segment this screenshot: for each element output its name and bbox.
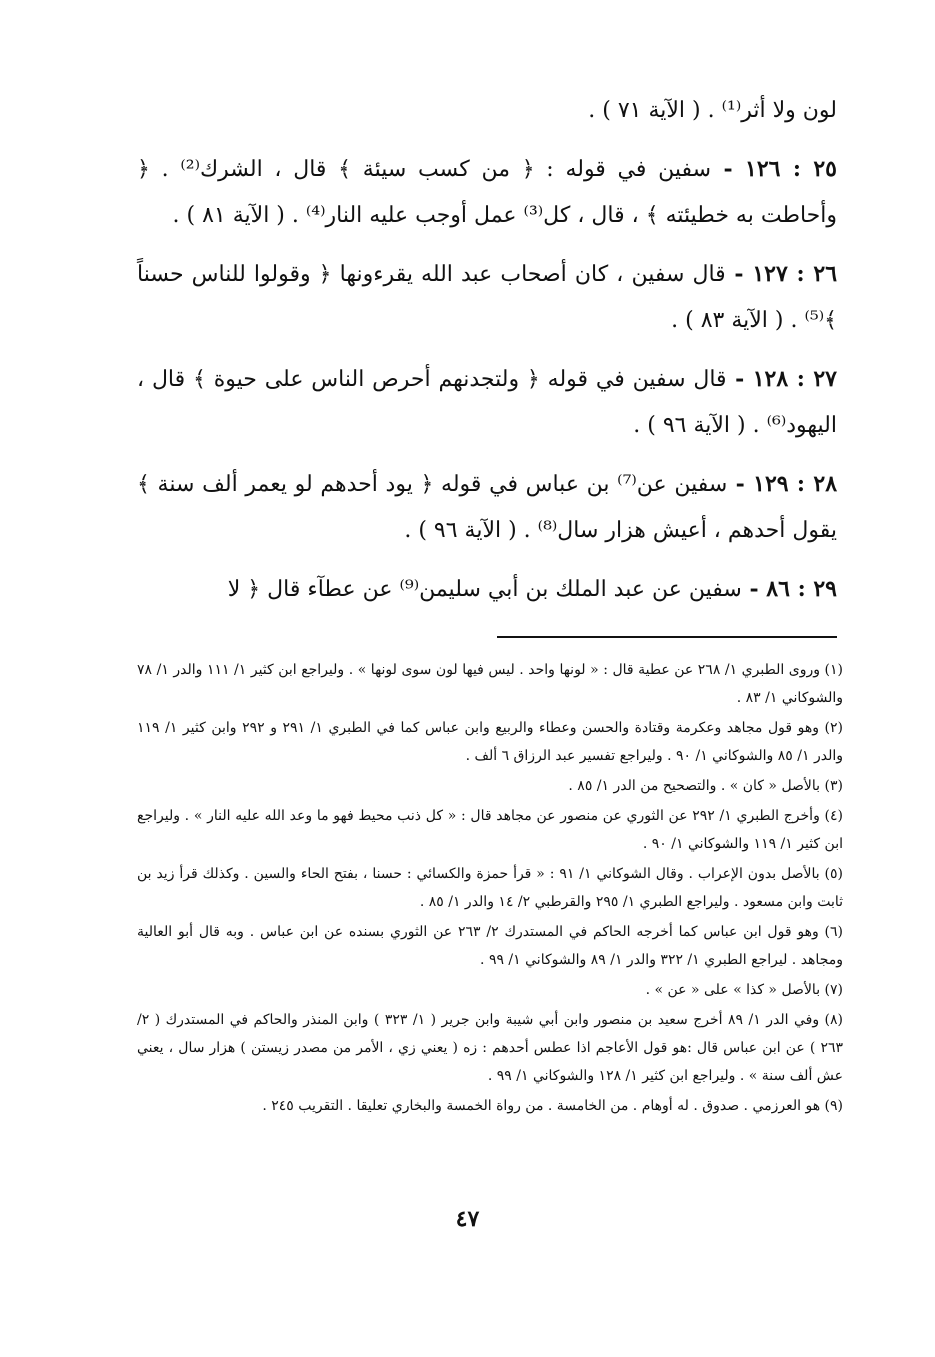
entry-text: سفين عن عبد الملك بن أبي سليمن⁽⁹⁾ عن عطآء قال ﴿ لا (227, 577, 742, 602)
entry-text: قال سفين في قوله ﴿ ولتجدنهم أحرص الناس على حيوة ﴾ قال ، اليهود⁽⁶⁾ . ( الآية ٩٦ ) . (137, 367, 837, 438)
footnote-4: (٤) وأخرج الطبري ١/ ٢٩٢ عن الثوري عن منصور عن مجاهد قال : « كل ذنب محيط فهو ما وعد الله عليه النار » . وليراجع ابن كثير ١/ ١١٩ والشوكاني ١/ ٩٠ . (137, 808, 843, 852)
main-text (137, 88, 837, 625)
entry-26 (137, 251, 837, 344)
entry-number: ٢٨ : ١٢٩ - (727, 471, 838, 497)
entry-25 (137, 146, 837, 239)
entry-number: ٢٧ : ١٢٨ - (726, 366, 837, 392)
entry-number: ٢٩ : ٨٦ - (741, 576, 837, 602)
page-number: ٤٧ (455, 1206, 480, 1232)
footnote-2: (٢) وهو قول مجاهد وعكرمة وقتادة والحسن وعطاء والربيع وابن عباس كما في الطبري ١/ ٢٩١ و ٢٩٢ وابن كثير ١/ ١١٩ والدر ١/ ٨٥ والشوكاني ١/ ٩٠ . وليراجع تفسير عبد الرزاق ٦ ألف . (137, 720, 843, 764)
footnote-6: (٦) وهو قول ابن عباس كما أخرجه الحاكم في المستدرك ٢/ ٢٦٣ عن الثوري بسنده عن ابن عباس . وبه قال أبو العالية ومجاهد . ليراجع الطبري ١/ ٣٢٢ والدر ١/ ٨٩ والشوكاني ١/ ٩٩ . (137, 924, 843, 968)
entry-text: سفين عن⁽⁷⁾ بن عباس في قوله ﴿ يود أحدهم لو يعمر ألف سنة ﴾ يقول أحدهم ، أعيش هزار سال⁽⁸⁾ . ( الآية ٩٦ ) . (137, 472, 837, 543)
footnote-divider (497, 636, 837, 638)
footnote-8: (٨) وفي الدر ١/ ٨٩ أخرج سعيد بن منصور وابن أبي شيبة وابن جرير ( ١/ ٣٢٣ ) وابن المنذر والحاكم في المستدرك ( ٢/ ٢٦٣ ) عن ابن عباس قال :هو قول الأعاجم اذا عطس أحدهم : زه ( يعني زي ، الأمر من مصدر زيستن ) هزار سال ، يعني عش ألف سنة » . وليراجع ابن كثير ١/ ١٢٨ والشوكاني ١/ ٩٩ . (137, 1012, 843, 1084)
footnote-5: (٥) بالأصل بدون الإعراب . وقال الشوكاني ١/ ٩١ : « قرأ حمزة والكسائي : حسنا ، بفتح الحاء والسين . وكذلك قرأ زيد بن ثابت وابن مسعود . وليراجع الطبري ١/ ٢٩٥ والقرطبي ٢/ ١٤ والدر ١/ ٨٥ . (137, 866, 843, 910)
footnote-3: (٣) بالأصل « كان » . والتصحيح من الدر ١/ ٨٥ . (568, 778, 843, 794)
entry-number: ٢٥ : ١٢٦ - (711, 156, 837, 182)
footnote-1: (١) وروى الطبري ١/ ٢٦٨ عن عطية قال : « لونها واحد . ليس فيها لون سوى لونها » . وليراجع ابن كثير ١/ ١١١ والدر ١/ ٧٨ والشوكاني ١/ ٨٣ . (137, 662, 844, 706)
entry-text: قال سفين ، كان أصحاب عبد الله يقرءونها ﴿ وقولوا للناس حسناً ﴾⁽⁵⁾ . ( الآية ٨٣ ) . (137, 262, 837, 333)
entry-29 (137, 566, 837, 613)
footnote-9: (٩) هو العرزمي . صدوق . له أوهام . من الخامسة . من رواة الخمسة والبخاري تعليقا . التقريب ٢٤٥ . (262, 1098, 843, 1114)
footnote-7: (٧) بالأصل « كذا » على « عن » . (645, 982, 843, 998)
entry-number: ٢٦ : ١٢٧ - (725, 261, 838, 287)
entry-text: سفين في قوله : ﴿ من كسب سيئة ﴾ قال ، الشرك⁽²⁾ . ﴿ وأحاطت به خطيئته ﴾ ، قال ، كل⁽³⁾ عمل أوجب عليه النار⁽⁴⁾ . ( الآية ٨١ ) . (137, 157, 837, 228)
entry-28 (137, 461, 837, 554)
continuation-line: لون ولا أثر⁽¹⁾ . ( الآية ٧١ ) . (588, 98, 837, 123)
footnotes (137, 656, 843, 1122)
entry-27 (137, 356, 837, 449)
